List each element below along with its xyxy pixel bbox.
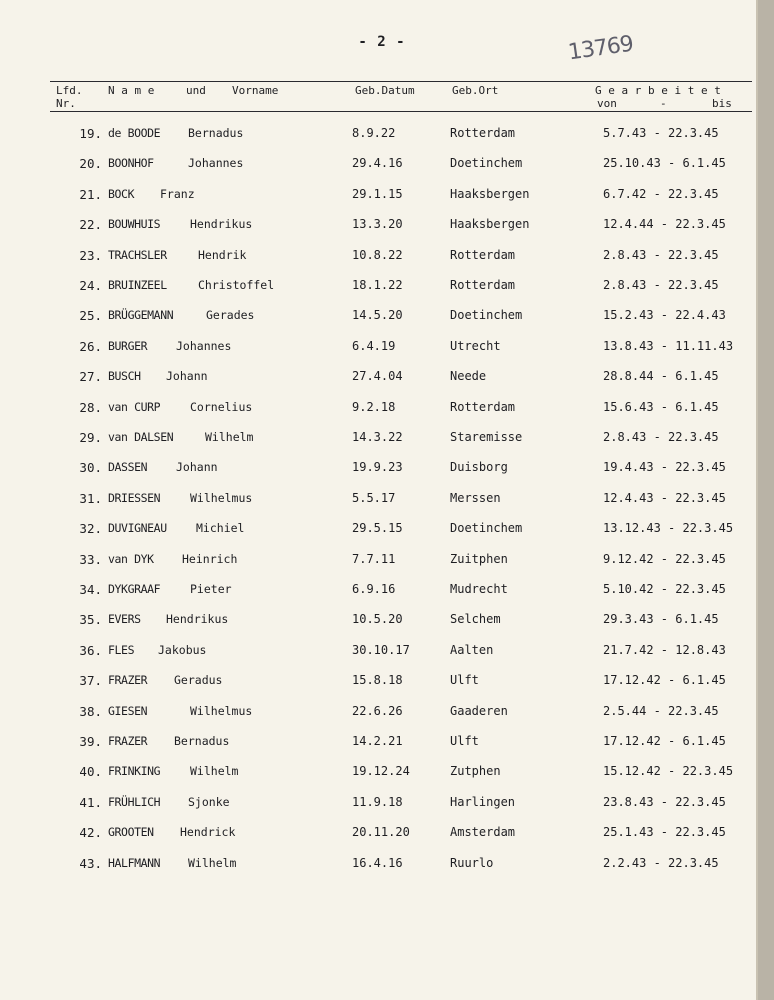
row-number: 38. (79, 703, 102, 719)
work-period: 17.12.42 - 6.1.45 (603, 734, 726, 748)
first-name: Johann (176, 460, 218, 475)
work-period: 2.5.44 - 22.3.45 (603, 703, 719, 718)
birth-place: Haaksbergen (450, 186, 530, 201)
first-name: Sjonke (188, 794, 230, 809)
birth-date: 14.3.22 (352, 430, 403, 444)
birth-place: Harlingen (450, 794, 516, 809)
first-name: Cornelius (190, 399, 253, 414)
last-name: van DYK (108, 551, 154, 566)
work-period: 13.8.43 - 11.11.43 (603, 338, 734, 353)
first-name: Bernadus (174, 734, 230, 748)
row-number: 24. (79, 278, 102, 293)
birth-place: Zutphen (450, 764, 501, 779)
birth-date: 8.9.22 (352, 126, 396, 140)
work-period: 23.8.43 - 22.3.45 (603, 794, 726, 809)
work-period: 15.12.42 - 22.3.45 (603, 764, 734, 779)
table-row (0, 758, 756, 788)
row-number: 22. (79, 217, 102, 233)
birth-date: 9.2.18 (352, 399, 396, 414)
work-period: 2.2.43 - 22.3.45 (603, 855, 719, 870)
birth-date: 14.5.20 (352, 308, 403, 323)
birth-date: 22.6.26 (352, 703, 403, 718)
table-row (0, 546, 756, 576)
header-bottom-rule (50, 111, 752, 112)
table-row (0, 302, 756, 332)
last-name: FRINKING (108, 764, 161, 779)
birth-place: Doetinchem (450, 156, 523, 171)
birth-place: Mudrecht (450, 582, 508, 596)
last-name: BURGER (108, 338, 148, 353)
first-name: Hendrick (180, 825, 236, 840)
first-name: Johannes (188, 156, 244, 171)
last-name: HALFMANN (108, 855, 161, 870)
birth-place: Ulft (450, 734, 479, 748)
birth-date: 29.4.16 (352, 156, 403, 171)
first-name: Geradus (174, 673, 223, 688)
birth-date: 10.8.22 (352, 247, 403, 262)
first-name: Pieter (190, 582, 232, 596)
header-und: und (186, 84, 206, 97)
row-number: 43. (79, 855, 102, 871)
birth-date: 6.9.16 (352, 582, 396, 596)
birth-date: 16.4.16 (352, 855, 403, 870)
row-number: 40. (79, 764, 102, 780)
header-dash: - (660, 97, 667, 110)
birth-date: 7.7.11 (352, 551, 396, 566)
birth-place: Rotterdam (450, 247, 516, 262)
first-name: Heinrich (182, 551, 238, 566)
last-name: TRACHSLER (108, 247, 167, 262)
scan-edge (758, 0, 774, 1000)
row-number: 27. (79, 369, 102, 385)
birth-date: 27.4.04 (352, 369, 403, 384)
table-row (0, 515, 756, 545)
last-name: FLES (108, 642, 135, 657)
header-nr: Nr. (56, 97, 76, 110)
birth-place: Amsterdam (450, 825, 516, 840)
birth-place: Ruurlo (450, 855, 494, 870)
row-number: 31. (79, 490, 102, 506)
first-name: Bernadus (188, 126, 244, 140)
row-number: 36. (79, 642, 102, 658)
work-period: 2.8.43 - 22.3.45 (603, 430, 719, 444)
first-name: Wilhelm (205, 430, 254, 444)
birth-date: 10.5.20 (352, 612, 403, 627)
last-name: FRÜHLICH (108, 794, 161, 809)
first-name: Wilhelm (188, 855, 237, 870)
first-name: Wilhelmus (190, 703, 253, 718)
row-number: 25. (79, 308, 102, 324)
work-period: 17.12.42 - 6.1.45 (603, 673, 726, 688)
row-number: 39. (79, 734, 102, 749)
work-period: 15.2.43 - 22.4.43 (603, 308, 726, 323)
birth-date: 29.1.15 (352, 186, 403, 201)
table-row (0, 698, 756, 728)
last-name: BOUWHUIS (108, 217, 161, 232)
birth-place: Haaksbergen (450, 217, 530, 232)
row-number: 26. (79, 338, 102, 354)
last-name: DRIESSEN (108, 490, 161, 505)
birth-place: Rotterdam (450, 278, 516, 292)
birth-place: Rotterdam (450, 399, 516, 414)
table-row (0, 394, 756, 424)
first-name: Hendrikus (190, 217, 253, 232)
header-vorname: Vorname (232, 84, 279, 97)
last-name: de BOODE (108, 126, 161, 140)
work-period: 19.4.43 - 22.3.45 (603, 460, 726, 475)
row-number: 23. (79, 247, 102, 263)
last-name: van DALSEN (108, 430, 174, 444)
first-name: Hendrik (198, 247, 247, 262)
first-name: Hendrikus (166, 612, 229, 627)
first-name: Franz (160, 186, 195, 201)
birth-date: 19.9.23 (352, 460, 403, 475)
row-number: 28. (79, 399, 102, 415)
first-name: Jakobus (158, 642, 207, 657)
header-von: von (597, 97, 617, 110)
table-row (0, 728, 756, 758)
row-number: 37. (79, 673, 102, 689)
last-name: BRUINZEEL (108, 278, 167, 292)
work-period: 25.10.43 - 6.1.45 (603, 156, 726, 171)
work-period: 28.8.44 - 6.1.45 (603, 369, 719, 384)
last-name: BUSCH (108, 369, 141, 384)
first-name: Wilhelmus (190, 490, 253, 505)
last-name: DASSEN (108, 460, 148, 475)
birth-place: Staremisse (450, 430, 523, 444)
last-name: BOONHOF (108, 156, 154, 171)
table-row (0, 242, 756, 272)
row-number: 30. (79, 460, 102, 476)
birth-date: 18.1.22 (352, 278, 403, 292)
table-row (0, 272, 756, 302)
header-name: N a m e (108, 84, 155, 97)
row-number: 42. (79, 825, 102, 841)
birth-date: 5.5.17 (352, 490, 396, 505)
first-name: Michiel (196, 521, 245, 536)
last-name: van CURP (108, 399, 161, 414)
table-row (0, 606, 756, 636)
birth-date: 11.9.18 (352, 794, 403, 809)
work-period: 2.8.43 - 22.3.45 (603, 247, 719, 262)
work-period: 25.1.43 - 22.3.45 (603, 825, 726, 840)
row-number: 29. (79, 430, 102, 445)
last-name: BRÜGGEMANN (108, 308, 174, 323)
work-period: 9.12.42 - 22.3.45 (603, 551, 726, 566)
last-name: BOCK (108, 186, 135, 201)
birth-place: Doetinchem (450, 308, 523, 323)
last-name: EVERS (108, 612, 141, 627)
table-row (0, 850, 756, 880)
birth-date: 30.10.17 (352, 642, 410, 657)
header-bis: bis (712, 97, 732, 110)
birth-place: Gaaderen (450, 703, 508, 718)
header-geb-ort: Geb.Ort (452, 84, 499, 97)
row-number: 34. (79, 582, 102, 597)
birth-place: Neede (450, 369, 487, 384)
table-row (0, 424, 756, 454)
birth-date: 19.12.24 (352, 764, 410, 779)
birth-place: Rotterdam (450, 126, 516, 140)
birth-place: Ulft (450, 673, 479, 688)
birth-place: Selchem (450, 612, 501, 627)
last-name: GROOTEN (108, 825, 154, 840)
table-row (0, 485, 756, 515)
row-number: 33. (79, 551, 102, 567)
work-period: 12.4.44 - 22.3.45 (603, 217, 726, 232)
table-row (0, 454, 756, 484)
table-row (0, 333, 756, 363)
page-number: - 2 - (358, 34, 406, 50)
work-period: 12.4.43 - 22.3.45 (603, 490, 726, 505)
work-period: 5.7.43 - 22.3.45 (603, 126, 719, 140)
work-period: 5.10.42 - 22.3.45 (603, 582, 726, 596)
table-row (0, 181, 756, 211)
birth-place: Merssen (450, 490, 501, 505)
first-name: Johann (166, 369, 208, 384)
header-gearbeitet: G e a r b e i t e t (595, 84, 721, 97)
birth-date: 20.11.20 (352, 825, 410, 840)
birth-date: 29.5.15 (352, 521, 403, 536)
row-number: 41. (79, 794, 102, 810)
table-row (0, 211, 756, 241)
birth-place: Zuitphen (450, 551, 508, 566)
table-row (0, 150, 756, 180)
table-row (0, 637, 756, 667)
row-number: 35. (79, 612, 102, 628)
first-name: Wilhelm (190, 764, 239, 779)
table-row (0, 819, 756, 849)
table-row (0, 667, 756, 697)
birth-place: Duisborg (450, 460, 508, 475)
table-row (0, 789, 756, 819)
work-period: 21.7.42 - 12.8.43 (603, 642, 726, 657)
table-row (0, 120, 756, 150)
last-name: FRAZER (108, 673, 148, 688)
header-lfd: Lfd. (56, 84, 83, 97)
row-number: 21. (79, 186, 102, 202)
header-top-rule (50, 81, 752, 82)
birth-date: 6.4.19 (352, 338, 396, 353)
work-period: 15.6.43 - 6.1.45 (603, 399, 719, 414)
birth-place: Utrecht (450, 338, 501, 353)
work-period: 29.3.43 - 6.1.45 (603, 612, 719, 627)
row-number: 32. (79, 521, 102, 537)
birth-place: Aalten (450, 642, 494, 657)
work-period: 13.12.43 - 22.3.45 (603, 521, 734, 536)
first-name: Johannes (176, 338, 232, 353)
work-period: 6.7.42 - 22.3.45 (603, 186, 719, 201)
first-name: Christoffel (198, 278, 275, 292)
birth-date: 14.2.21 (352, 734, 403, 748)
row-number: 19. (79, 126, 102, 141)
first-name: Gerades (206, 308, 255, 323)
table-row (0, 576, 756, 606)
birth-date: 13.3.20 (352, 217, 403, 232)
header-geb-datum: Geb.Datum (355, 84, 415, 97)
last-name: GIESEN (108, 703, 148, 718)
last-name: DYKGRAAF (108, 582, 161, 596)
table-row (0, 363, 756, 393)
archive-number: 13769 (566, 31, 635, 66)
last-name: FRAZER (108, 734, 148, 748)
birth-date: 15.8.18 (352, 673, 403, 688)
last-name: DUVIGNEAU (108, 521, 167, 536)
row-number: 20. (79, 156, 102, 172)
birth-place: Doetinchem (450, 521, 523, 536)
work-period: 2.8.43 - 22.3.45 (603, 278, 719, 292)
